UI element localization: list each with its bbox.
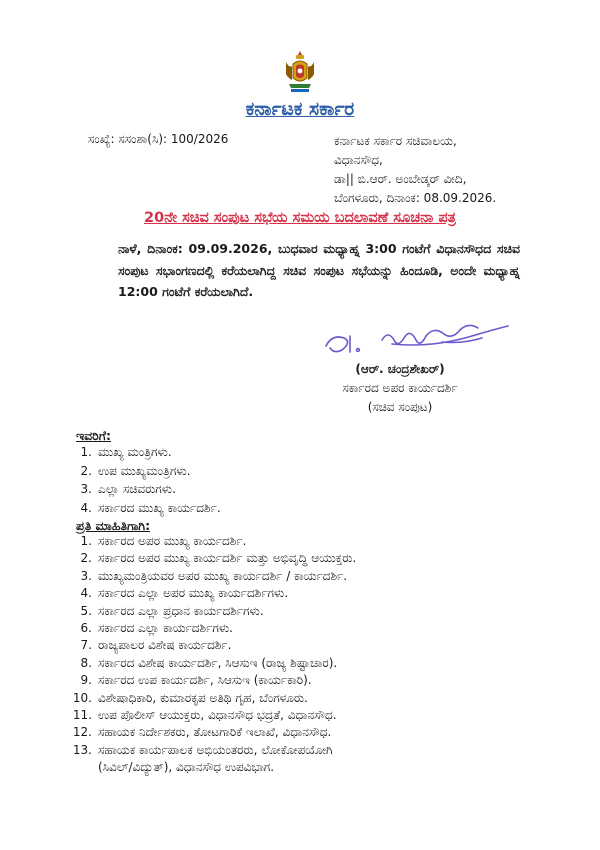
list-item-continuation: (ಸಿವಿಲ್/ವಿದ್ಯುತ್), ವಿಧಾನಸೌಧ ಉಪವಿಭಾಗ. [98, 760, 275, 775]
list-item: 11. ಉಪ ಪೊಲೀಸ್ ಆಯುಕ್ತರು, ವಿಧಾನಸೌಧ ಭದ್ರತೆ, ವಿಧಾನಸೌಧ. [72, 707, 337, 722]
copy-to-list [70, 533, 356, 776]
address-line: ಡಾ|| ಬಿ.ಆರ್. ಅಂಬೇಡ್ಕರ್ ವೀದಿ, [334, 172, 467, 186]
signatory-designation: ಸರ್ಕಾರದ ಅಪರ ಕಾರ್ಯದರ್ಶಿ [342, 381, 458, 395]
list-item: 1. ಸರ್ಕಾರದ ಅಪರ ಮುಖ್ಯ ಕಾರ್ಯದರ್ಶಿ. [80, 534, 247, 548]
list-item: 4. ಸರ್ಕಾರದ ಎಲ್ಲಾ ಅಪರ ಮುಖ್ಯ ಕಾರ್ಯದರ್ಶಿಗಳು. [80, 586, 289, 601]
list-item: 2. ಸರ್ಕಾರದ ಅಪರ ಮುಖ್ಯ ಕಾರ್ಯದರ್ಶಿ ಮತ್ತು ಅಭಿವೃದ್ಧಿ ಆಯುಕ್ತರು. [80, 551, 357, 566]
government-title: ಕರ್ನಾಟಕ ಸರ್ಕಾರ [245, 98, 355, 120]
list-item: 8. ಸರ್ಕಾರದ ವಿಶೇಷ ಕಾರ್ಯದರ್ಶಿ, ಸಿಆಸುಇ (ರಾಜ್ಯ ಶಿಷ್ಟಾಚಾರ). [80, 655, 338, 670]
recipients-list [70, 443, 221, 517]
list-item: 1. ಮುಖ್ಯ ಮಂತ್ರಿಗಳು. [80, 445, 172, 459]
list-item: 13. ಸಹಾಯಕ ಕಾರ್ಯಪಾಲಕ ಅಭಿಯಂತರರು, ಲೋಕೋಪಯೋಗಿ [72, 742, 333, 757]
list-item: 3. ಎಲ್ಲಾ ಸಚಿವರುಗಳು. [80, 482, 176, 496]
address-date-line: ಬೆಂಗಳೂರು, ದಿನಾಂಕ: 08.09.2026. [334, 191, 497, 205]
list-item: 9. ಸರ್ಕಾರದ ಉಪ ಕಾರ್ಯದರ್ಶಿ, ಸಿಆಸುಇ (ಕಾರ್ಯಕಾರಿ). [80, 673, 312, 688]
state-emblem-icon [283, 50, 317, 94]
list-item: 3. ಮುಖ್ಯಮಂತ್ರಿಯವರ ಅಪರ ಮುಖ್ಯ ಕಾರ್ಯದರ್ಶಿ / ಕಾರ್ಯದರ್ಶಿ. [80, 568, 348, 583]
signatory-department: (ಸಚಿವ ಸಂಪುಟ) [367, 400, 433, 414]
list-item: 4. ಸರ್ಕಾರದ ಮುಖ್ಯ ಕಾರ್ಯದರ್ಶಿ. [80, 500, 221, 515]
copy-to-heading: ಪ್ರತಿ ಮಾಹಿತಿಗಾಗಿ: [76, 518, 151, 533]
list-item: 12. ಸಹಾಯಕ ನಿರ್ದೇಶಕರು, ತೋಟಗಾರಿಕೆ ಇಲಾಖೆ, ವಿಧಾನಸೌಧ. [72, 725, 332, 740]
address-line: ಕರ್ನಾಟಕ ಸರ್ಕಾರ ಸಚಿವಾಲಯ, [334, 134, 457, 148]
address-line: ವಿಧಾನಸೌಧ, [334, 153, 383, 167]
subject-heading: 20ನೇ ಸಚಿವ ಸಂಪುಟ ಸಭೆಯ ಸಮಯ ಬದಲಾವಣೆ ಸೂಚನಾ ಪತ್ರ [144, 210, 456, 226]
notice-body: ನಾಳೆ, ದಿನಾಂಕ: 09.09.2026, ಬುಧವಾರ ಮಧ್ಯಾಹ್ನ 3:00 ಗಂಟೆಗೆ ವಿಧಾನಸೌಧದ ಸಚಿವ ಸಂಪುಟ ಸಭಾಂಗಣದಲ್ಲಿ ಕರೆಯಲಾಗಿದ್ದ ಸಚಿವ ಸಂಪುಟ ಸಭೆಯನ್ನು ಹಿಂದೂಡಿ, ಅಂದೇ ಮಧ್ಯಾಹ್ನ 12:00 ಗಂಟೆಗೆ ಕರೆಯಲಾಗಿದೆ. [118, 241, 520, 299]
list-item: 10. ವಿಶೇಷಾಧಿಕಾರಿ, ಕುಮಾರಕೃಪ ಅತಿಥಿ ಗೃಹ, ಬೆಂಗಳೂರು. [72, 690, 308, 705]
office-address [334, 132, 496, 208]
signatory-block [300, 360, 500, 417]
handwritten-signature [322, 318, 512, 364]
list-item: 7. ರಾಜ್ಯಪಾಲರ ವಿಶೇಷ ಕಾರ್ಯದರ್ಶಿ. [80, 638, 232, 653]
recipients-heading: ಇವರಿಗೆ: [76, 428, 112, 443]
signatory-name: (ಆರ್. ಚಂದ್ರಶೇಖರ್) [355, 362, 445, 376]
list-item: 5. ಸರ್ಕಾರದ ಎಲ್ಲಾ ಪ್ರಧಾನ ಕಾರ್ಯದರ್ಶಿಗಳು. [80, 603, 264, 618]
list-item: 2. ಉಪ ಮುಖ್ಯಮಂತ್ರಿಗಳು. [80, 463, 191, 478]
reference-number: ಸಂಖ್ಯೆ: ಸಸಂಶಾ(ಸಿ): 100/2026 [88, 132, 229, 146]
list-item: 6. ಸರ್ಕಾರದ ಎಲ್ಲಾ ಕಾರ್ಯದರ್ಶಿಗಳು. [80, 620, 233, 635]
